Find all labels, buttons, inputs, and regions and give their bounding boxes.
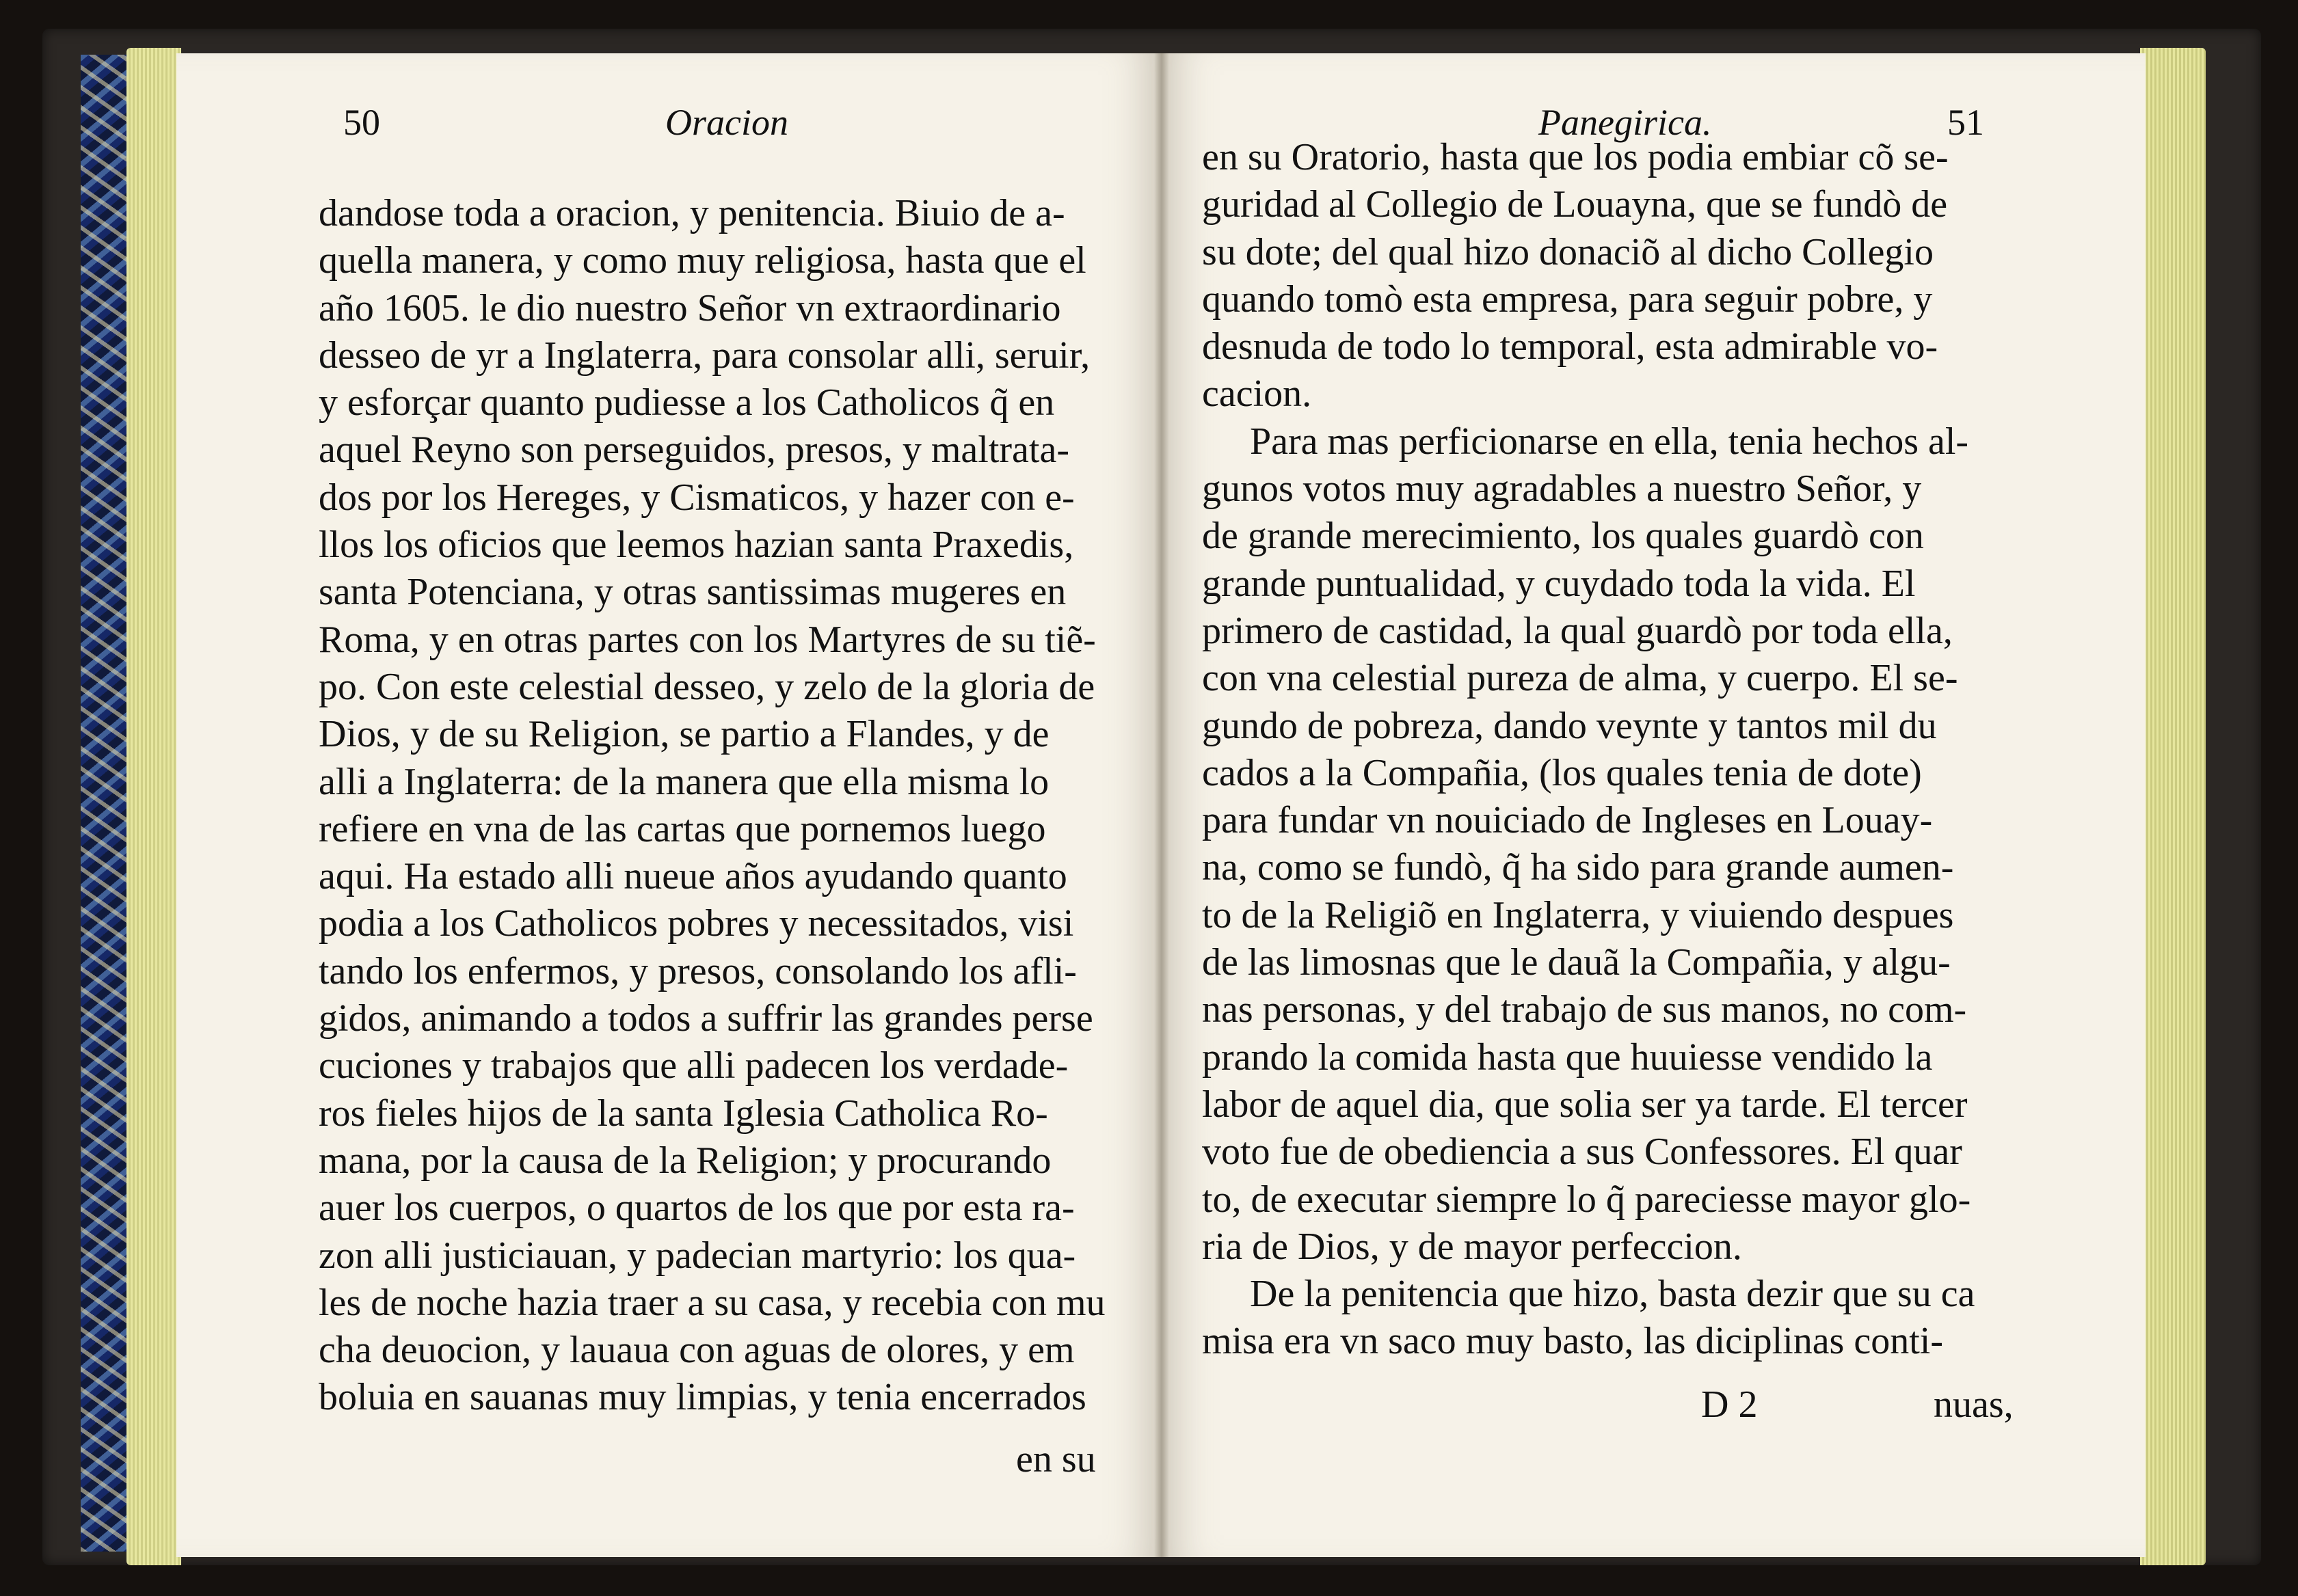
text-line: prando la comida hasta que huuiesse vendido la — [1202, 1036, 1933, 1079]
right-catchword: nuas, — [1934, 1383, 2014, 1426]
text-line: na, como se fundò, q̃ ha sido para grande aumen- — [1202, 846, 1954, 889]
text-line: zon alli justiciauan, y padecian martyrio: los qua- — [319, 1234, 1076, 1277]
text-line: alli a Inglaterra: de la manera que ella misma lo — [319, 760, 1050, 803]
text-line: desseo de yr a Inglaterra, para consolar alli, seruir, — [319, 334, 1091, 377]
right-page — [1161, 53, 2146, 1557]
text-line: po. Con este celestial desseo, y zelo de la gloria de — [319, 665, 1095, 708]
right-folio: 51 — [1947, 102, 1984, 143]
text-line: podia a los Catholicos pobres y necessitados, visi — [319, 902, 1074, 945]
text-line: gidos, animando a todos a suffrir las grandes perse — [319, 997, 1093, 1040]
left-page — [176, 53, 1161, 1557]
text-line: cuciones y trabajos que alli padecen los verdade- — [319, 1044, 1069, 1087]
text-line: cha deuocion, y lauaua con aguas de olores, y em — [319, 1329, 1075, 1372]
left-catchword: en su — [1016, 1438, 1096, 1480]
text-line: to de la Religiõ en Inglaterra, y viuiendo despues — [1202, 893, 1954, 936]
text-line: cados a la Compañia, (los quales tenia de dote) — [1202, 751, 1922, 794]
text-line: misa era vn saco muy basto, las diciplinas conti- — [1202, 1320, 1943, 1363]
text-line: gunos votos muy agradables a nuestro Señor, y — [1202, 468, 1922, 511]
text-line: de grande merecimiento, los quales guardò con — [1202, 515, 1924, 558]
text-line: aquel Reyno son perseguidos, presos, y maltrata- — [319, 429, 1069, 472]
text-line: aqui. Ha estado alli nueue años ayudando quanto — [319, 855, 1067, 898]
left-running-head: Oracion — [665, 102, 788, 143]
left-page-edges — [126, 48, 181, 1565]
text-line: dos por los Hereges, y Cismaticos, y hazer con e- — [319, 476, 1075, 519]
text-line: voto fue de obediencia a sus Confessores. El quar — [1202, 1131, 1962, 1174]
text-line: Para mas perficionarse en ella, tenia hechos al- — [1250, 420, 1969, 463]
text-line: primero de castidad, la qual guardò por toda ella, — [1202, 609, 1953, 652]
text-line: Roma, y en otras partes con los Martyres de su tiẽ- — [319, 618, 1096, 661]
text-line: dandose toda a oracion, y penitencia. Biuio de a- — [319, 192, 1065, 234]
text-line: quando tomò esta empresa, para seguir pobre, y — [1202, 278, 1933, 321]
text-line: gundo de pobreza, dando veynte y tantos mil du — [1202, 704, 1937, 747]
text-line: cacion. — [1202, 373, 1312, 416]
right-text-block — [1202, 134, 2139, 1366]
text-line: De la penitencia que hizo, basta dezir que su ca — [1250, 1273, 1975, 1316]
text-line: refiere en vna de las cartas que pornemos luego — [319, 807, 1046, 850]
signature-mark: D 2 — [1701, 1383, 1758, 1426]
text-line: y esforçar quanto pudiesse a los Catholicos q̃ en — [319, 381, 1055, 424]
text-line: ria de Dios, y de mayor perfeccion. — [1202, 1225, 1742, 1268]
right-running-head: Panegirica. — [1538, 102, 1712, 143]
text-line: para fundar vn nouiciado de Ingleses en Louay- — [1202, 799, 1933, 842]
right-page-edges — [2140, 48, 2206, 1565]
text-line: de las limosnas que le dauã la Compañia, y algu- — [1202, 941, 1951, 984]
text-line: con vna celestial pureza de alma, y cuerpo. El se- — [1202, 657, 1958, 700]
text-line: labor de aquel dia, que solia ser ya tarde. El tercer — [1202, 1083, 1968, 1126]
text-line: en su Oratorio, hasta que los podia embiar cõ se- — [1202, 136, 1949, 178]
text-line: auer los cuerpos, o quartos de los que por esta ra- — [319, 1187, 1075, 1230]
text-line: santa Potenciana, y otras santissimas mugeres en — [319, 571, 1067, 614]
text-line: guridad al Collegio de Louayna, que se fundò de — [1202, 183, 1948, 226]
text-line: to, de executar siempre lo q̃ pareciesse mayor glo- — [1202, 1178, 1971, 1221]
text-line: nas personas, y del trabajo de sus manos, no com- — [1202, 988, 1967, 1031]
text-line: Dios, y de su Religion, se partio a Flandes, y de — [319, 713, 1050, 756]
text-line: su dote; del qual hizo donaciõ al dicho Collegio — [1202, 230, 1934, 273]
text-line: año 1605. le dio nuestro Señor vn extraordinario — [319, 286, 1061, 329]
text-line: desnuda de todo lo temporal, esta admirable vo- — [1202, 325, 1938, 368]
text-line: ros fieles hijos de la santa Iglesia Catholica Ro- — [319, 1092, 1048, 1135]
text-line: llos los oficios que leemos hazian santa Praxedis, — [319, 524, 1074, 567]
book-gutter — [1154, 53, 1169, 1557]
text-line: quella manera, y como muy religiosa, hasta que el — [319, 239, 1086, 282]
text-line: grande puntualidad, y cuydado toda la vida. El — [1202, 562, 1916, 605]
text-line: les de noche hazia traer a su casa, y recebia con mu — [319, 1281, 1106, 1324]
left-folio: 50 — [343, 102, 380, 143]
text-line: tando los enfermos, y presos, consolando los afli- — [319, 949, 1077, 992]
text-line: boluia en sauanas muy limpias, y tenia encerrados — [319, 1376, 1086, 1419]
text-line: mana, por la causa de la Religion; y procurando — [319, 1139, 1052, 1182]
